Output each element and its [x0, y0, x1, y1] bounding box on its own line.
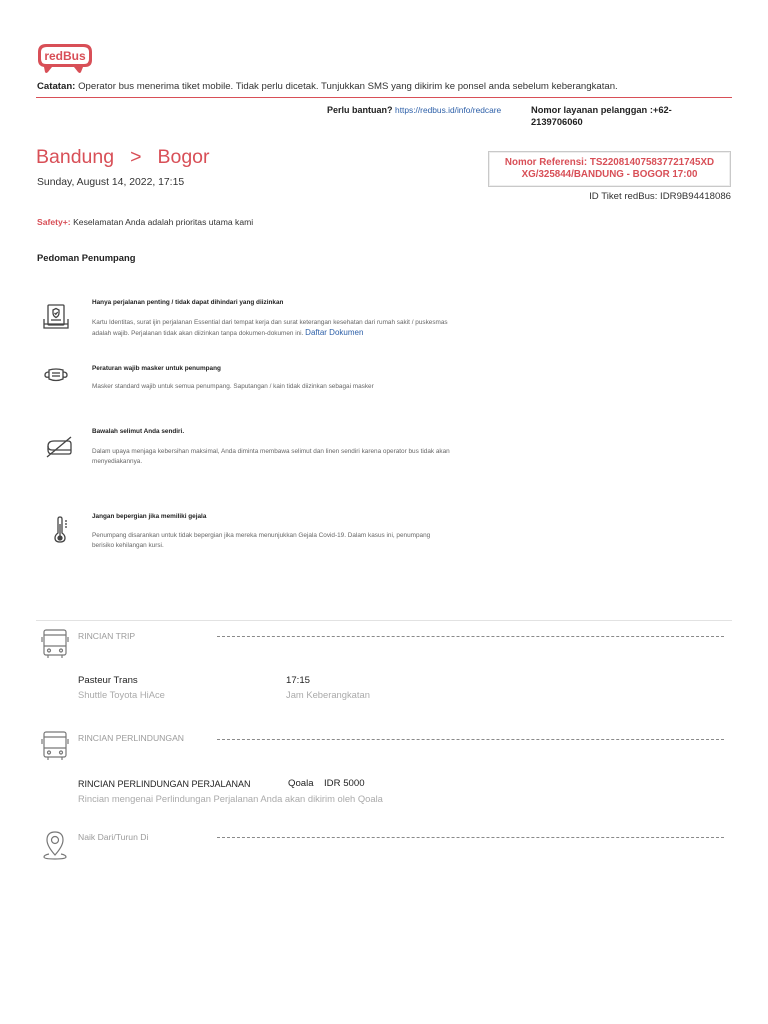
safety-tag: Safety+:	[37, 217, 71, 227]
guideline-text: Dalam upaya menjaga kebersihan maksimal, Anda diminta membawa selimut dan linen sendiri karena operator bus tidak akan menyediakannya.	[92, 448, 450, 465]
ticket-note	[37, 81, 737, 93]
note-label: Catatan:	[37, 81, 76, 92]
location-pin-icon	[40, 829, 70, 861]
route-origin: Bandung	[36, 146, 115, 168]
help-link[interactable]: https://redbus.id/info/redcare	[395, 105, 502, 115]
bus-icon	[40, 730, 70, 762]
help-label: Perlu bantuan?	[327, 105, 393, 115]
bus-type: Shuttle Toyota HiAce	[78, 689, 165, 700]
route-destination: Bogor	[157, 146, 210, 168]
customer-service-number: Nomor layanan pelanggan :+62-2139706060	[531, 105, 672, 127]
guideline-text: Masker standard wajib untuk semua penumpang. Saputangan / kain tidak diizinkan sebagai masker	[92, 383, 374, 390]
protection-description: Rincian mengenai Perlindungan Perjalanan Anda akan dikirim oleh Qoala	[78, 793, 383, 804]
boarding-heading: Naik Dari/Turun Di	[78, 832, 149, 842]
guideline-title: Peraturan wajib masker untuk penumpang	[92, 365, 221, 372]
guideline-title: Bawalah selimut Anda sendiri.	[92, 428, 185, 435]
guidelines-title: Pedoman Penumpang	[37, 252, 136, 263]
dotted-line	[217, 636, 724, 637]
route-title	[36, 146, 210, 169]
trip-heading: RINCIAN TRIP	[78, 631, 136, 641]
insurance-price: IDR 5000	[324, 778, 365, 789]
insurance-provider: Qoala	[288, 778, 314, 789]
note-text: Operator bus menerima tiket mobile. Tidak perlu dicetak. Tunjukkan SMS yang dikirim ke ponsel anda sebelum keberangkatan.	[78, 81, 618, 92]
no-blanket-icon	[44, 432, 74, 462]
header-divider	[36, 97, 732, 98]
safety-text: Keselamatan Anda adalah prioritas utama kami	[73, 217, 254, 227]
svg-text:redBus: redBus	[44, 49, 86, 63]
redbus-logo	[36, 40, 94, 76]
dotted-line	[217, 837, 724, 838]
guideline-text: Penumpang disarankan untuk tidak bepergian jika mereka menunjukkan Gejala Covid-19. Dalam kasus ini, penumpang berisiko kehilangan kursi.	[92, 532, 431, 549]
route-separator: >	[130, 146, 142, 168]
face-mask-icon	[41, 360, 71, 390]
safety-line	[37, 217, 253, 227]
document-list-link[interactable]: Daftar Dokumen	[305, 328, 364, 337]
operator-name: Pasteur Trans	[78, 675, 138, 686]
departure-time-label: Jam Keberangkatan	[286, 689, 370, 700]
thermometer-icon	[46, 515, 76, 545]
departure-datetime: Sunday, August 14, 2022, 17:15	[37, 177, 185, 188]
departure-time: 17:15	[286, 675, 311, 686]
section-divider	[36, 620, 732, 621]
guideline-title: Jangan bepergian jika memiliki gejala	[92, 513, 207, 520]
reference-line-2: XG/325844/BANDUNG - BOGOR 17:00	[521, 169, 698, 180]
guideline-title: Hanya perjalanan penting / tidak dapat dihindari yang diizinkan	[92, 299, 284, 306]
document-badge-icon	[41, 302, 71, 332]
guideline-text	[92, 318, 464, 339]
bus-icon	[40, 628, 70, 660]
reference-box	[488, 151, 731, 187]
ticket-id: ID Tiket redBus: IDR9B94418086	[589, 191, 731, 202]
dotted-line	[217, 739, 724, 740]
protection-heading: RINCIAN PERLINDUNGAN	[78, 733, 185, 743]
guideline-text-body: Kartu Identitas, surat ijin perjalanan Essential dari tempat kerja dan surat keterangan kesehatan dari rumah sakit / puskesmas adalah wajib. Perjalanan tidak akan diizinkan tanpa dokumen-dokumen ini.	[92, 319, 448, 337]
protection-title: RINCIAN PERLINDUNGAN PERJALANAN	[78, 779, 251, 789]
help-line	[327, 104, 501, 116]
reference-line-1: Nomor Referensi: TS220814075837721745XD	[504, 157, 715, 168]
